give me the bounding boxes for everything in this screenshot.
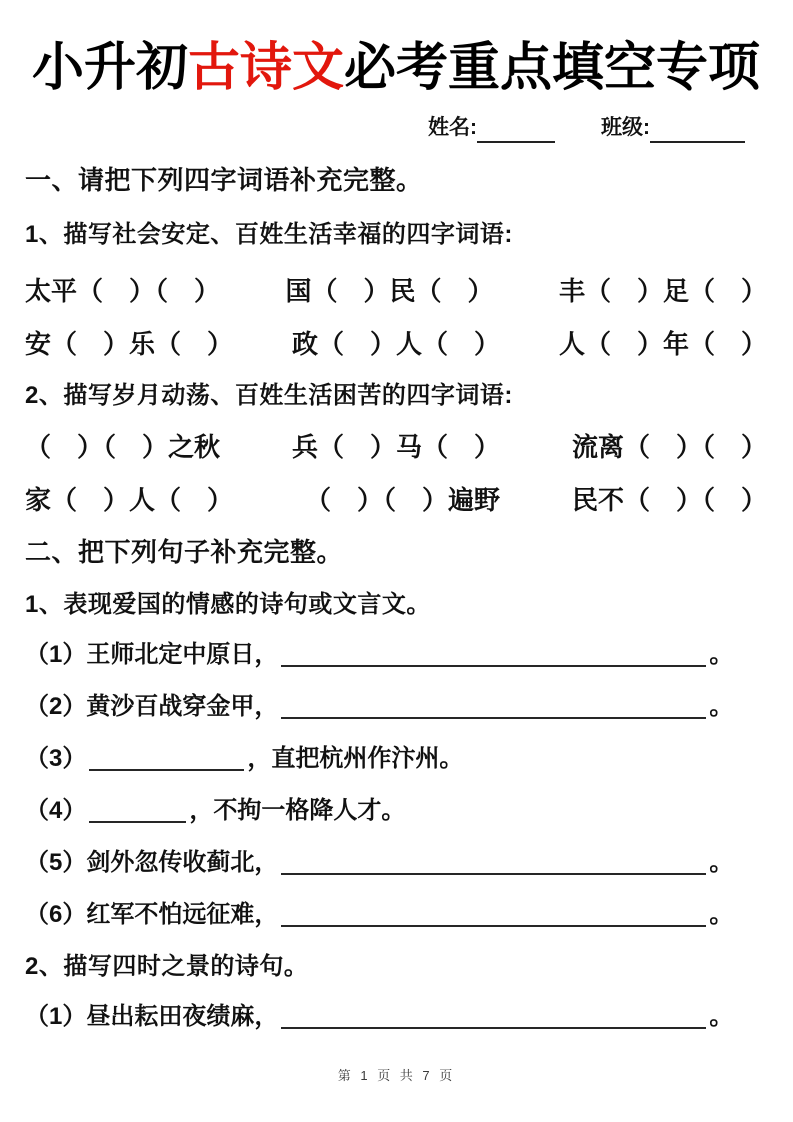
answer-blank-line: [281, 921, 706, 927]
title-part1: 小升初: [31, 39, 188, 97]
item-number: （1）: [25, 641, 87, 668]
item-number: （2）: [25, 693, 87, 720]
item-text-post: ，直把杭州作汴州。: [247, 745, 464, 772]
word-blank-group: 太平（ ）（ ）: [25, 276, 221, 306]
item-text-pre: 黄沙百战穿金甲，: [86, 693, 279, 720]
sentence-item-3: [25, 741, 767, 777]
section2-heading: 二、把下列句子补充完整。: [25, 537, 344, 567]
word-blank-group: 流离（ ）（ ）: [571, 432, 767, 462]
word-blank-group: 人（ ）年（ ）: [558, 329, 767, 359]
word-row-2: [25, 326, 767, 362]
section1-heading: 一、请把下列四字词语补充完整。: [25, 165, 423, 195]
sentence-item-5: [25, 845, 767, 881]
word-blank-group: 家（ ）人（ ）: [25, 485, 234, 515]
title-highlight: 古诗文: [187, 39, 344, 97]
name-field: [428, 113, 555, 143]
word-row-3: [25, 429, 767, 465]
answer-blank-line: [281, 1023, 706, 1029]
word-blank-group: 丰（ ）足（ ）: [558, 276, 767, 306]
item-number: （5）: [25, 849, 87, 876]
section2-q2-prompt: 2、描写四时之景的诗句。: [25, 953, 309, 980]
word-blank-group: 政（ ）人（ ）: [291, 329, 500, 359]
item-text-post: 。: [709, 849, 734, 876]
item-text-post: 。: [709, 901, 734, 928]
item-text-post: 。: [709, 1003, 734, 1030]
item-text-post: 。: [709, 693, 734, 720]
item-text-pre: 红军不怕远征难，: [86, 901, 279, 928]
sentence-item-7: [25, 999, 767, 1035]
answer-blank-line: [281, 713, 706, 719]
section1-q1-prompt: 1、描写社会安定、百姓生活幸福的四字词语:: [25, 221, 513, 248]
answer-blank-line: [281, 869, 706, 875]
answer-blank-line: [281, 661, 706, 667]
name-label: 姓名:: [428, 116, 477, 139]
student-info-row: [25, 113, 767, 143]
word-blank-group: （ ）（ ）遍野: [304, 485, 500, 515]
item-text-post: ，不拘一格降人才。: [189, 797, 406, 824]
class-field: [601, 113, 745, 143]
item-text-post: 。: [709, 641, 734, 668]
word-row-1: [25, 273, 767, 309]
item-number: （1）: [25, 1003, 87, 1030]
class-label: 班级:: [601, 116, 650, 139]
word-blank-group: 安（ ）乐（ ）: [25, 329, 234, 359]
word-blank-group: （ ）（ ）之秋: [25, 432, 221, 462]
word-blank-group: 兵（ ）马（ ）: [291, 432, 500, 462]
section1-q2-prompt: 2、描写岁月动荡、百姓生活困苦的四字词语:: [25, 382, 513, 409]
name-blank-line: [477, 115, 555, 143]
item-number: （6）: [25, 901, 87, 928]
word-blank-group: 民不（ ）（ ）: [571, 485, 767, 515]
page-title: [25, 36, 767, 101]
title-part3: 必考重点填空专项: [344, 39, 761, 97]
item-number: （3）: [25, 745, 87, 772]
item-number: （4）: [25, 797, 87, 824]
class-blank-line: [650, 115, 745, 143]
sentence-item-1: [25, 637, 767, 673]
item-text-pre: 昼出耘田夜绩麻，: [86, 1003, 279, 1030]
sentence-item-6: [25, 897, 767, 933]
answer-blank-line: [89, 817, 186, 823]
sentence-item-2: [25, 689, 767, 725]
answer-blank-line: [89, 765, 244, 771]
item-text-pre: 剑外忽传收蓟北，: [86, 849, 279, 876]
sentence-item-4: [25, 793, 767, 829]
word-row-4: [25, 482, 767, 518]
section2-q1-prompt: 1、表现爱国的情感的诗句或文言文。: [25, 591, 431, 618]
page-number-footer: 第 1 页 共 7 页: [337, 1068, 456, 1083]
item-text-pre: 王师北定中原日，: [86, 641, 279, 668]
word-blank-group: 国（ ）民（ ）: [285, 276, 494, 306]
